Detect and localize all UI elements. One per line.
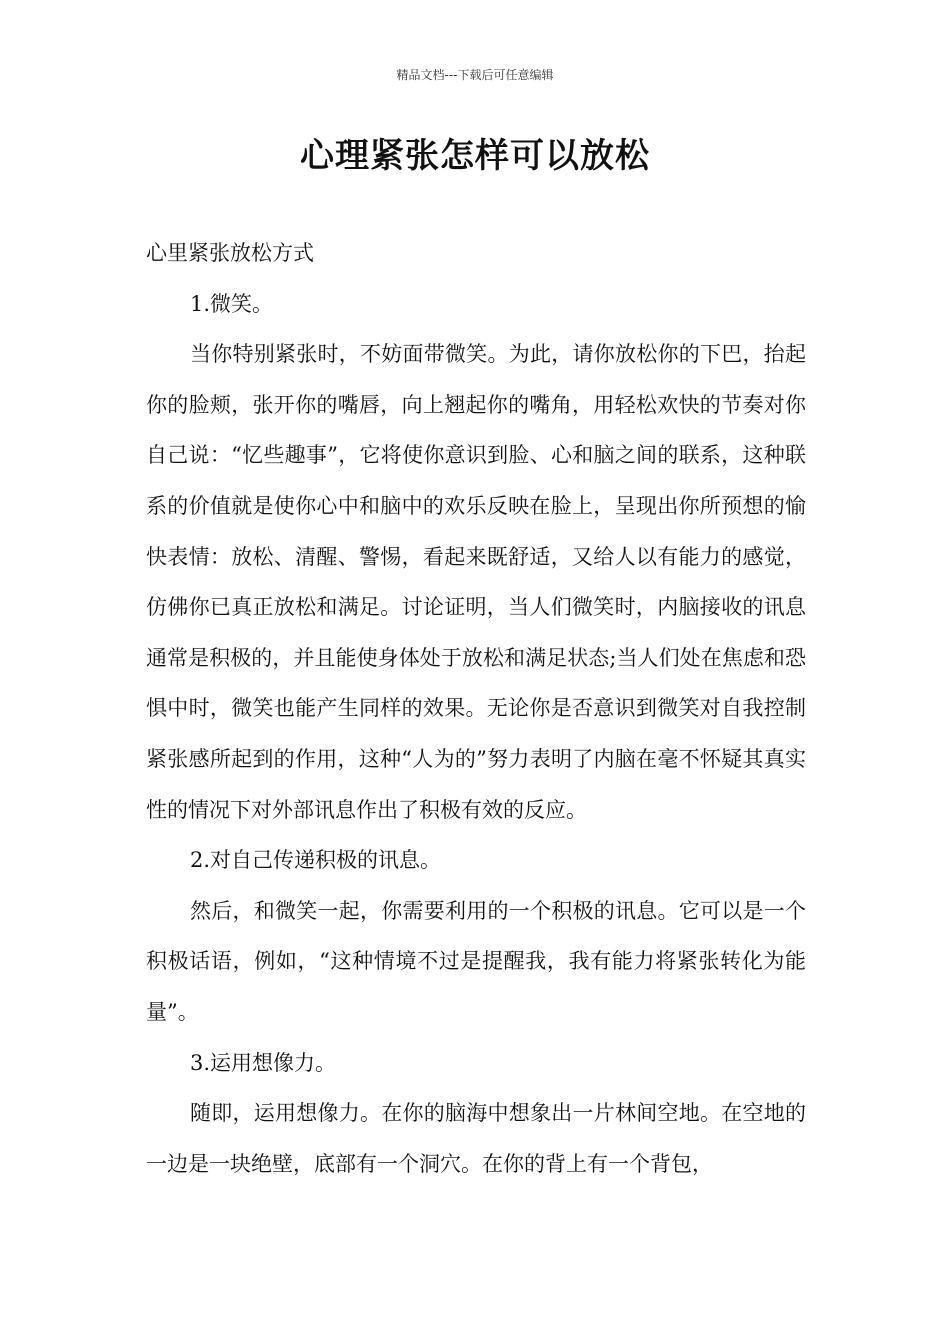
header-note: 精品文档---下载后可任意编辑: [396, 68, 554, 82]
list-item-heading: 3.运用想像力。: [190, 1050, 337, 1075]
list-item-heading: 2.对自己传递积极的讯息。: [190, 848, 442, 873]
body-paragraph: 当你特别紧张时，不妨面带微笑。为此，请你放松你的下巴，抬起你的脸颊，张开你的嘴唇，向上翘起你的嘴角，用轻松欢快的节奏对你自己说：“忆些趣事”，它将使你意识到脸、心和脑之间的联系，这种联系的价值就是使你心中和脑中的欢乐反映在脸上，呈现出你所预想的愉快表情：放松、清醒、警惕，看起来既舒适，又给人以有能力的感觉，仿佛你已真正放松和满足。讨论证明，当人们微笑时，内脑接收的讯息通常是积极的，并且能使身体处于放松和满足状态;当人们处在焦虑和恐惧中时，微笑也能产生同样的效果。无论你是否意识到微笑对自我控制紧张感所起到的作用，这种“人为的”努力表明了内脑在毫不怀疑其真实性的情况下对外部讯息作出了积极有效的反应。: [146, 342, 806, 822]
list-item-heading: 1.微笑。: [190, 291, 274, 316]
document-body: [146, 228, 806, 1189]
body-paragraph: 然后，和微笑一起，你需要利用的一个积极的讯息。它可以是一个积极话语，例如，“这种情境不过是提醒我，我有能力将紧张转化为能量”。: [146, 898, 806, 1024]
section-heading: 心里紧张放松方式: [146, 241, 314, 265]
document-title: 心理紧张怎样可以放松: [300, 136, 650, 176]
body-paragraph: 随即，运用想像力。在你的脑海中想象出一片林间空地。在空地的一边是一块绝壁，底部有一个洞穴。在你的背上有一个背包，: [146, 1101, 806, 1176]
